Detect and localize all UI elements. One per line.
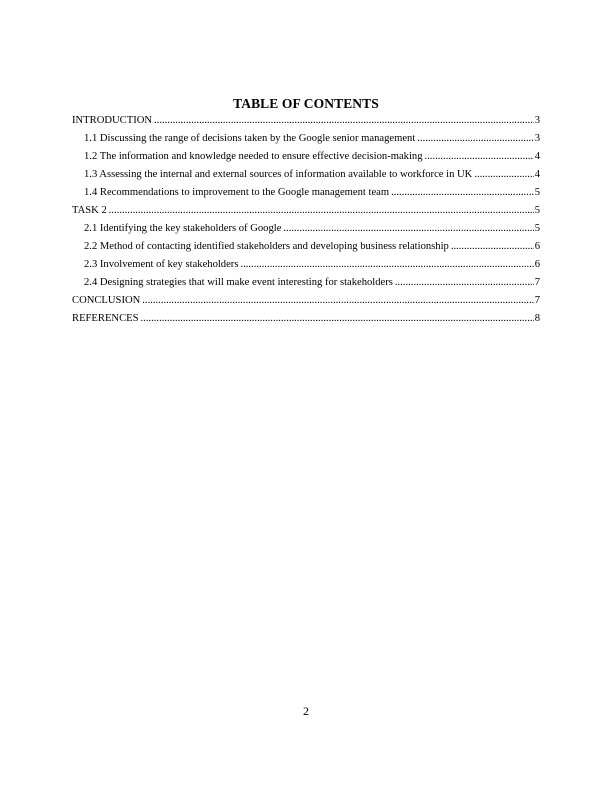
toc-entry-2-3[interactable] xyxy=(72,258,540,276)
toc-entry-label: 1.3 Assessing the internal and external sources of information available to workforce in UK xyxy=(84,169,473,180)
toc-entry-1-1[interactable] xyxy=(72,132,540,150)
toc-entry-label: CONCLUSION xyxy=(72,295,141,306)
toc-entry-label: REFERENCES xyxy=(72,313,139,324)
toc-leader-dots xyxy=(391,186,534,199)
toc-leader-dots xyxy=(141,312,534,325)
toc-entry-page: 4 xyxy=(534,151,540,162)
toc-entry-label: 2.2 Method of contacting identified stakeholders and developing business relationship xyxy=(84,241,449,252)
toc-entry-introduction[interactable] xyxy=(72,114,540,132)
toc-entry-label: 1.2 The information and knowledge needed to ensure effective decision-making xyxy=(84,151,423,162)
toc-leader-dots xyxy=(425,150,534,163)
toc-entry-2-2[interactable] xyxy=(72,240,540,258)
toc-entry-page: 8 xyxy=(534,313,540,324)
toc-entry-page: 3 xyxy=(534,133,540,144)
toc-entry-label: INTRODUCTION xyxy=(72,115,153,126)
toc-entry-2-4[interactable] xyxy=(72,276,540,294)
toc-leader-dots xyxy=(154,114,534,127)
toc-entry-1-4[interactable] xyxy=(72,186,540,204)
toc-entry-label: 2.3 Involvement of key stakeholders xyxy=(84,259,239,270)
toc-entry-page: 6 xyxy=(534,241,540,252)
page-number: 2 xyxy=(303,704,309,718)
toc-entry-1-3[interactable] xyxy=(72,168,540,186)
toc-entry-references[interactable] xyxy=(72,312,540,330)
toc-entry-page: 5 xyxy=(534,187,540,198)
toc-entry-label: 2.1 Identifying the key stakeholders of Google xyxy=(84,223,282,234)
toc-entry-label: 1.1 Discussing the range of decisions taken by the Google senior management xyxy=(84,133,416,144)
toc-entry-page: 7 xyxy=(534,277,540,288)
toc-leader-dots xyxy=(451,240,534,253)
toc-entry-page: 5 xyxy=(534,223,540,234)
toc-list xyxy=(72,114,540,330)
toc-leader-dots xyxy=(142,294,533,307)
toc-leader-dots xyxy=(395,276,534,289)
toc-entry-page: 4 xyxy=(534,169,540,180)
toc-leader-dots xyxy=(240,258,533,271)
toc-leader-dots xyxy=(474,168,533,181)
toc-entry-page: 7 xyxy=(534,295,540,306)
toc-entry-2-1[interactable] xyxy=(72,222,540,240)
toc-title: TABLE OF CONTENTS xyxy=(233,96,379,111)
toc-entry-1-2[interactable] xyxy=(72,150,540,168)
toc-entry-page: 5 xyxy=(534,205,540,216)
toc-entry-page: 6 xyxy=(534,259,540,270)
toc-entry-label: 1.4 Recommendations to improvement to the Google management team xyxy=(84,187,390,198)
toc-entry-page: 3 xyxy=(534,115,540,126)
toc-leader-dots xyxy=(417,132,533,145)
toc-entry-label: TASK 2 xyxy=(72,205,107,216)
toc-entry-label: 2.4 Designing strategies that will make event interesting for stakeholders xyxy=(84,277,393,288)
toc-entry-task-2[interactable] xyxy=(72,204,540,222)
toc-leader-dots xyxy=(109,204,534,217)
toc-leader-dots xyxy=(283,222,533,235)
toc-entry-conclusion[interactable] xyxy=(72,294,540,312)
